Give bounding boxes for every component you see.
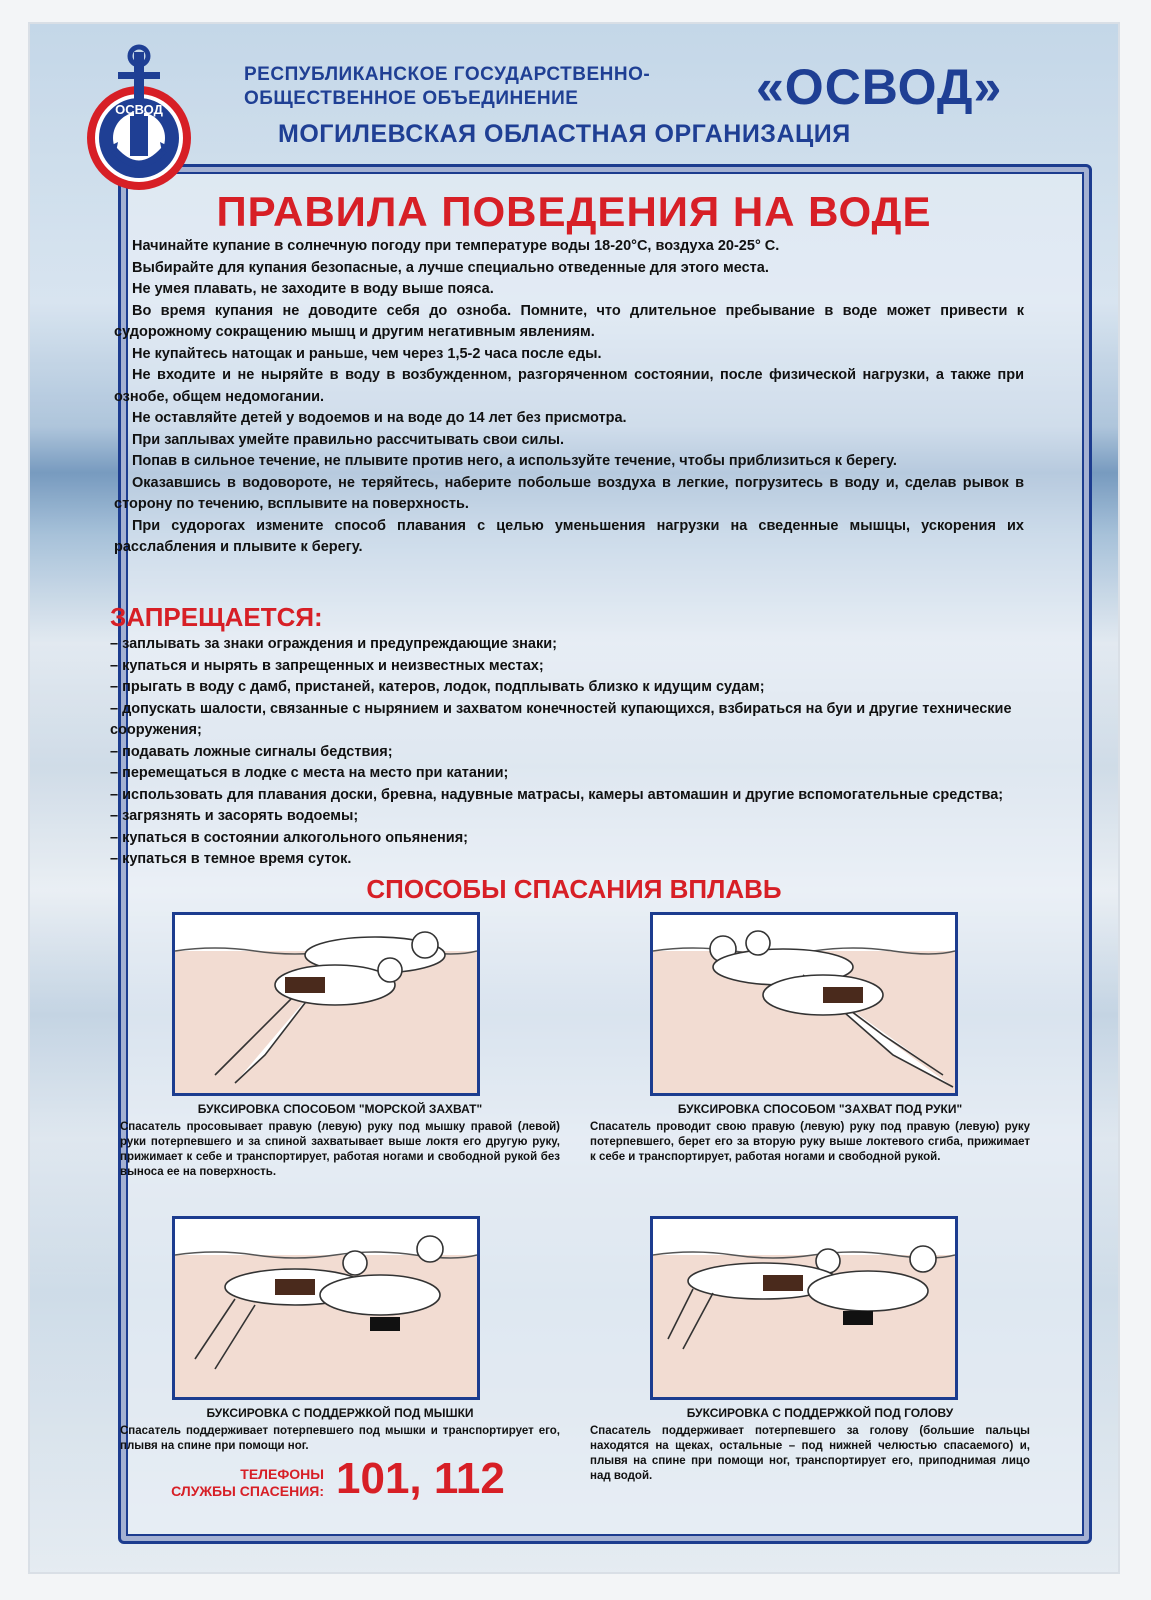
rescue-caption-title-1: БУКСИРОВКА СПОСОБОМ "МОРСКОЙ ЗАХВАТ": [197, 1102, 483, 1116]
main-title: ПРАВИЛА ПОВЕДЕНИЯ НА ВОДЕ: [216, 188, 932, 235]
rescue-caption-text-3: Спасатель поддерживает потерпевшего под мышки и транспортирует его, плывя на спине при помощи ног.: [120, 1425, 560, 1452]
rescue-figure-under-arms: [650, 912, 958, 1096]
forbidden-item: – загрязнять и засорять водоемы;: [110, 808, 359, 824]
rule-item: Оказавшись в водовороте, не теряйтесь, наберите побольше воздуха в легкие, погрузитесь в воду и, сделав рывок в сторону по течению, всплывите на поверхность.: [114, 474, 1024, 512]
rule-item: При судорогах измените способ плавания с целью уменьшения нагрузки на сведенные мышцы, ускорения их расслабления и плывите к берегу.: [114, 517, 1024, 555]
forbidden-item: – подавать ложные сигналы бедствия;: [110, 743, 393, 760]
rescue-caption-title-4: БУКСИРОВКА С ПОДДЕРЖКОЙ ПОД ГОЛОВУ: [686, 1406, 954, 1420]
phones-label-line2: СЛУЖБЫ СПАСЕНИЯ:: [171, 1483, 324, 1499]
forbidden-item: – купаться и нырять в запрещенных и неизвестных местах;: [110, 657, 544, 674]
rule-item: Попав в сильное течение, не плывите против него, а используйте течение, чтобы приблизиться к берегу.: [132, 453, 897, 469]
forbidden-item: – прыгать в воду с дамб, пристаней, катеров, лодок, подплывать близко к идущим судам;: [110, 679, 765, 695]
forbidden-item: – купаться в темное время суток.: [110, 851, 352, 867]
forbidden-item: – купаться в состоянии алкогольного опьянения;: [110, 829, 468, 846]
rescue-phone-numbers: 101, 112: [336, 1454, 505, 1503]
phones-label-line1: ТЕЛЕФОНЫ: [240, 1466, 324, 1482]
forbidden-item: – перемещаться в лодке с места на место при катании;: [110, 765, 509, 781]
rule-item: Не оставляйте детей у водоемов и на воде до 14 лет без присмотра.: [132, 410, 627, 426]
swimmers-illustration-icon: [653, 1219, 955, 1397]
forbidden-item: – допускать шалости, связанные с нырянием и захватом конечностей купающихся, взбираться на буи и другие технические сооружения;: [110, 700, 1012, 738]
rule-item: Не купайтесь натощак и раньше, чем через 1,5-2 часа после еды.: [132, 345, 602, 362]
rescue-figure-armpit-support: [172, 1216, 480, 1400]
rule-item: Во время купания не доводите себя до озноба. Помните, что длительное пребывание в воде может привести к судорожному сокращению мышц и другим негативным явлениям.: [114, 302, 1024, 340]
brand-osvod: «ОСВОД»: [756, 59, 1003, 115]
forbidden-item: – заплывать за знаки ограждения и предупреждающие знаки;: [110, 636, 557, 652]
rescue-figure-head-support: [650, 1216, 958, 1400]
rule-item: Не умея плавать, не заходите в воду выше пояса.: [132, 281, 494, 297]
org-line-2: ОБЩЕСТВЕННОЕ ОБЪЕДИНЕНИЕ: [244, 88, 579, 109]
phones-label: [124, 1466, 324, 1500]
region-title: МОГИЛЕВСКАЯ ОБЛАСТНАЯ ОРГАНИЗАЦИЯ: [278, 120, 851, 148]
swimmers-illustration-icon: [653, 915, 955, 1093]
rule-item: При заплывах умейте правильно рассчитывать свои силы.: [132, 431, 565, 448]
swimmers-illustration-icon: [175, 1219, 477, 1397]
poster: [28, 22, 1120, 1574]
rules-list: [114, 236, 1024, 559]
rule-item: Не входите и не ныряйте в воду в возбужденном, разгоряченном состоянии, после физической нагрузки, а также при ознобе, общем недомогании.: [114, 367, 1024, 405]
osvod-anchor-emblem: [74, 38, 204, 198]
forbidden-list: [110, 634, 1030, 871]
rescue-caption-text-2: Спасатель проводит свою правую (левую) руку под правую (левую) руку потерпевшего, берет его за вторую руку выше локтевого сгиба, прижимает к себе и транспортирует, работая ногами и свободной рукой.: [590, 1121, 1030, 1163]
swimmers-illustration-icon: [175, 915, 477, 1093]
forbidden-item: – использовать для плавания доски, бревна, надувные матрасы, камеры автомашин и другие вспомогательные средства;: [110, 786, 1004, 803]
org-line-1: РЕСПУБЛИКАНСКОЕ ГОСУДАРСТВЕННО-: [244, 64, 651, 85]
forbidden-title: ЗАПРЕЩАЕТСЯ:: [110, 602, 323, 632]
rule-item: Выбирайте для купания безопасные, а лучше специально отведенные для этого места.: [132, 259, 769, 276]
rescue-figure-sea-grip: [172, 912, 480, 1096]
rule-item: Начинайте купание в солнечную погоду при температуре воды 18-20°С, воздуха 20-25° С.: [132, 238, 780, 254]
rescue-caption-title-2: БУКСИРОВКА СПОСОБОМ "ЗАХВАТ ПОД РУКИ": [677, 1102, 963, 1116]
rescue-caption-text-1: Спасатель просовывает правую (левую) руку под мышку правой (левой) руки потерпевшего и за спиной захватывает выше локтя его другую руку, прижимает к себе и транспортирует, работая ногами и свободной рукой без выноса ее на поверхность.: [120, 1121, 560, 1178]
emblem-text: ОСВОД: [115, 102, 163, 117]
rescue-caption-text-4: Спасатель поддерживает потерпевшего за голову (большие пальцы находятся на щеках, остальные – под нижней челюстью спасаемого) и, плывя на спине при помощи ног, транспортирует его, приподнимая лицо над водой.: [590, 1425, 1030, 1482]
rescue-title: СПОСОБЫ СПАСАНИЯ ВПЛАВЬ: [366, 874, 782, 904]
rescue-caption-title-3: БУКСИРОВКА С ПОДДЕРЖКОЙ ПОД МЫШКИ: [206, 1406, 474, 1420]
